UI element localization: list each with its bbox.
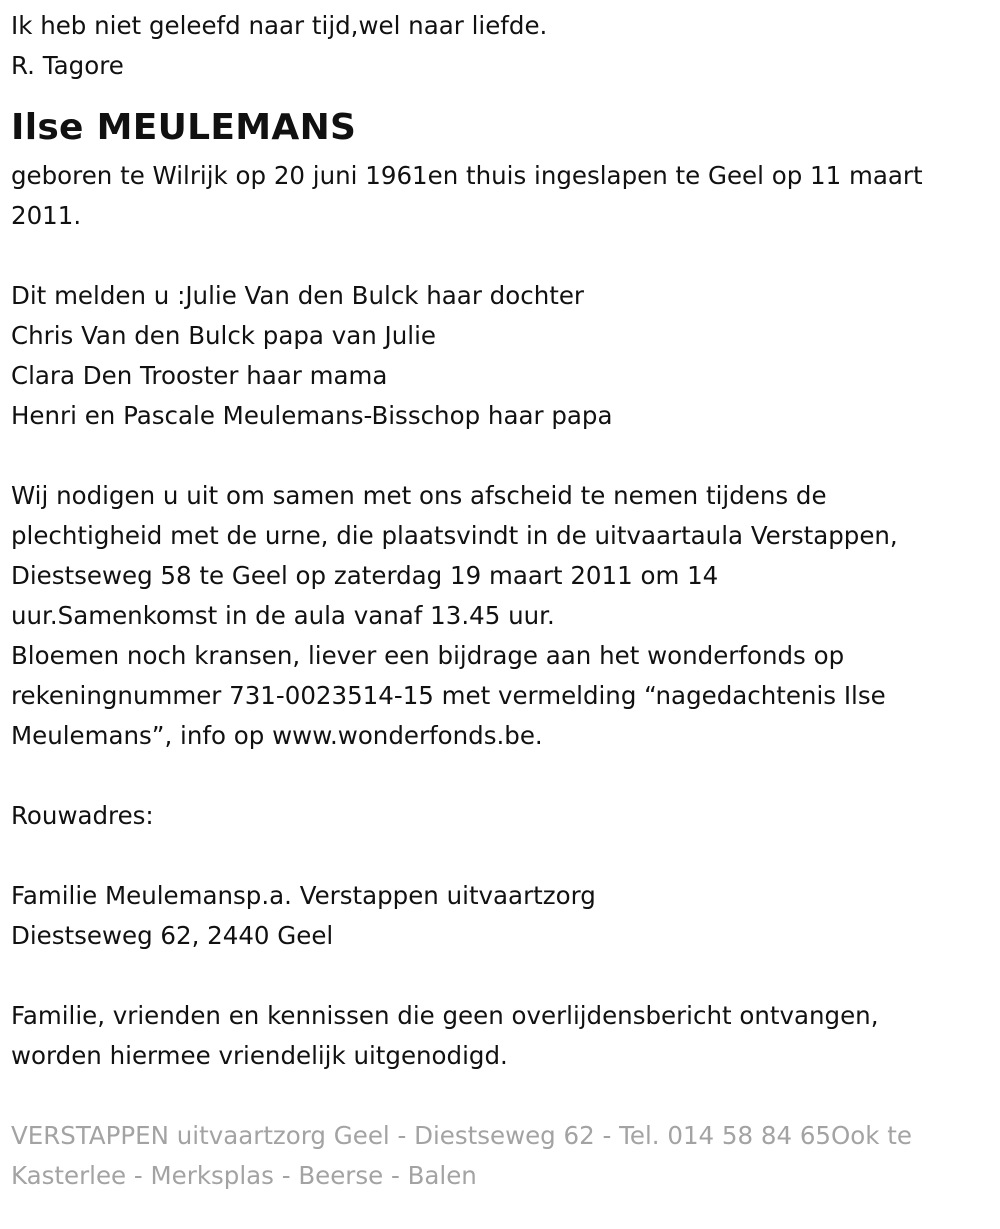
- ceremony-line: Bloemen noch kransen, liever een bijdrage aan het wonderfonds op: [11, 641, 845, 670]
- ceremony-line: uur.Samenkomst in de aula vanaf 13.45 uur.: [11, 601, 555, 630]
- family-line: Henri en Pascale Meulemans-Bisschop haar papa: [11, 401, 613, 430]
- ceremony-line: Diestseweg 58 te Geel op zaterdag 19 maart 2011 om 14: [11, 561, 719, 590]
- birth-death-line: 2011.: [11, 201, 82, 230]
- ceremony-line: Meulemans”, info op www.wonderfonds.be.: [11, 721, 543, 750]
- family-line: Dit melden u :Julie Van den Bulck haar dochter: [11, 281, 584, 310]
- family-line: Chris Van den Bulck papa van Julie: [11, 321, 436, 350]
- footer-line: Kasterlee - Merksplas - Beerse - Balen: [11, 1161, 477, 1190]
- footer-line: VERSTAPPEN uitvaartzorg Geel - Diestseweg 62 - Tel. 014 58 84 65Ook te: [11, 1121, 912, 1150]
- spacer: [11, 1076, 990, 1116]
- quote-block: [11, 6, 990, 86]
- invitation-block: [11, 996, 990, 1076]
- family-block: [11, 276, 990, 436]
- spacer: [11, 956, 990, 996]
- ceremony-line: plechtigheid met de urne, die plaatsvindt in de uitvaartaula Verstappen,: [11, 521, 898, 550]
- deceased-name: Ilse MEULEMANS: [11, 107, 357, 148]
- funeral-home-footer: [11, 1116, 990, 1196]
- mourning-address-block: [11, 876, 990, 956]
- family-line: Clara Den Trooster haar mama: [11, 361, 388, 390]
- spacer: [11, 436, 990, 476]
- quote-author: R. Tagore: [11, 51, 124, 80]
- ceremony-block: [11, 476, 990, 756]
- quote-text: Ik heb niet geleefd naar tijd,wel naar liefde.: [11, 11, 548, 40]
- birth-death-block: [11, 156, 990, 236]
- ceremony-line: rekeningnummer 731-0023514-15 met vermelding “nagedachtenis Ilse: [11, 681, 886, 710]
- mourning-address-label: Rouwadres:: [11, 801, 154, 830]
- birth-death-line: geboren te Wilrijk op 20 juni 1961en thuis ingeslapen te Geel op 11 maart: [11, 161, 923, 190]
- invitation-line: worden hiermee vriendelijk uitgenodigd.: [11, 1041, 508, 1070]
- mourning-address-line: Familie Meulemansp.a. Verstappen uitvaartzorg: [11, 881, 596, 910]
- mourning-address-line: Diestseweg 62, 2440 Geel: [11, 921, 334, 950]
- spacer: [11, 836, 990, 876]
- ceremony-line: Wij nodigen u uit om samen met ons afscheid te nemen tijdens de: [11, 481, 827, 510]
- spacer: [11, 236, 990, 276]
- invitation-line: Familie, vrienden en kennissen die geen overlijdensbericht ontvangen,: [11, 1001, 879, 1030]
- spacer: [11, 756, 990, 796]
